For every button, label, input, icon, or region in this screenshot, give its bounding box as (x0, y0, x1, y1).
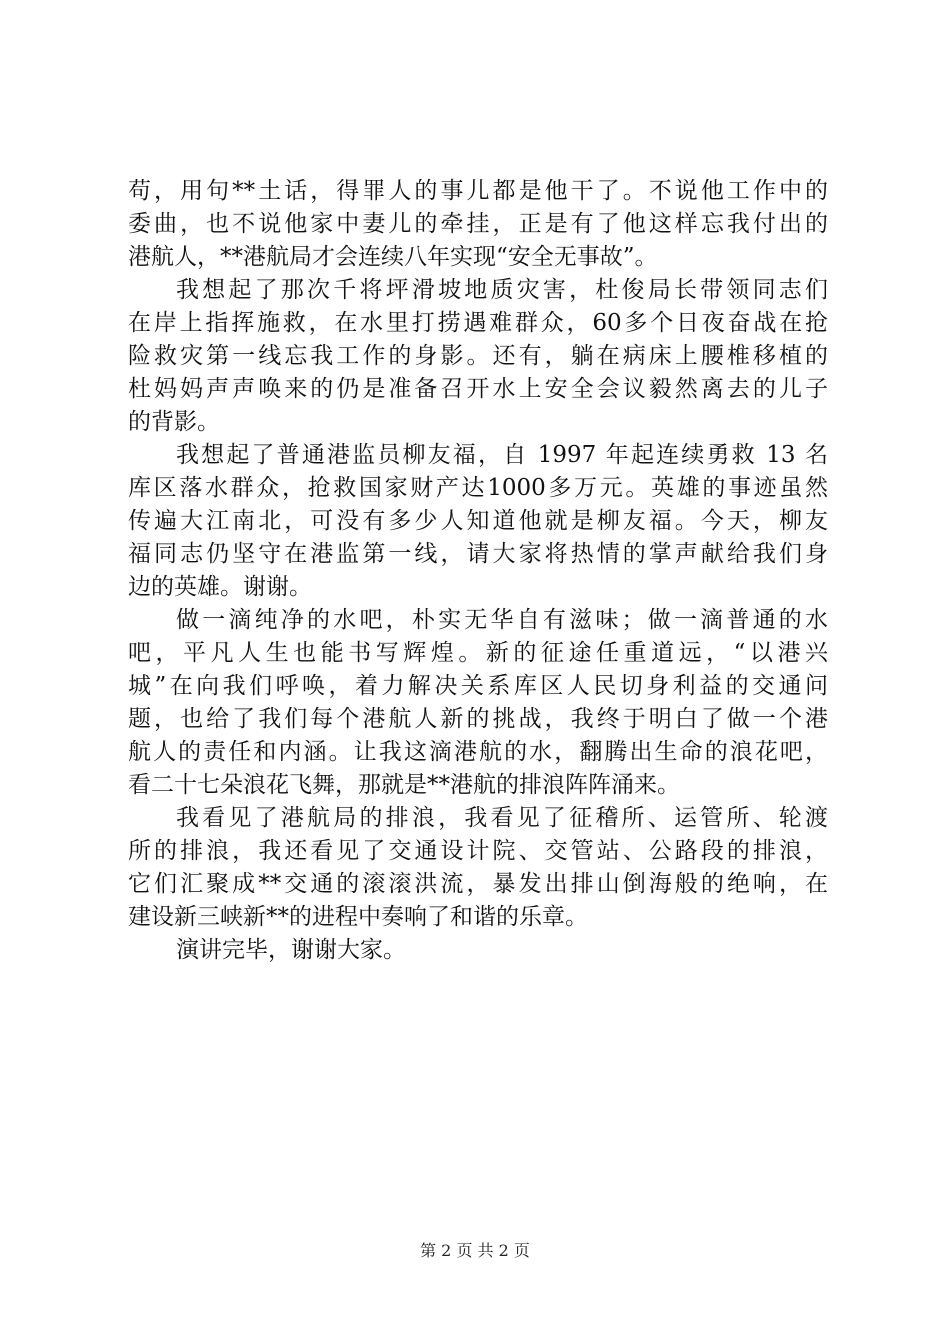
text-line: 险救灾第一线忘我工作的身影。还有，躺在病床上腰椎移植的 (128, 343, 828, 369)
text-line: 苟，用句**土话，得罪人的事儿都是他干了。不说他工作中的 (128, 178, 828, 204)
text-line: 边的英雄。谢谢。 (128, 574, 312, 600)
text-line: 港航人，**港航局才会连续八年实现“安全无事故”。 (128, 244, 658, 270)
text-line: 建设新三峡新**的进程中奏响了和谐的乐章。 (128, 904, 588, 930)
text-line: 我想起了那次千将坪滑坡地质灾害，杜俊局长带领同志们 (176, 277, 828, 303)
text-line: 传遍大江南北，可没有多少人知道他就是柳友福。今天，柳友 (128, 508, 828, 534)
text-line: 委曲，也不说他家中妻儿的牵挂，正是有了他这样忘我付出的 (128, 211, 828, 237)
text-line: 的背影。 (128, 409, 220, 435)
text-line: 我想起了普通港监员柳友福，自 1997 年起连续勇救 13 名 (176, 442, 828, 468)
text-line: 我看见了港航局的排浪，我看见了征稽所、运管所、轮渡 (176, 805, 828, 831)
text-line: 它们汇聚成**交通的滚滚洪流，暴发出排山倒海般的绝响，在 (128, 871, 828, 897)
text-line: 航人的责任和内涵。让我这滴港航的水，翻腾出生命的浪花吧， (128, 739, 828, 765)
text-line: 看二十七朵浪花飞舞，那就是**港航的排浪阵阵涌来。 (128, 772, 680, 798)
text-line: 做一滴纯净的水吧，朴实无华自有滋味；做一滴普通的水 (176, 607, 828, 633)
text-line: 库区落水群众，抢救国家财产达1000多万元。英雄的事迹虽然 (128, 475, 828, 501)
text-line: 演讲完毕，谢谢大家。 (176, 937, 406, 963)
text-line: 在岸上指挥施救，在水里打捞遇难群众，60多个日夜奋战在抢 (128, 310, 828, 336)
text-line: 杜妈妈声声唤来的仍是准备召开水上安全会议毅然离去的儿子 (128, 376, 828, 402)
text-line: 吧，平凡人生也能书写辉煌。新的征途任重道远，“以港兴 (128, 640, 828, 666)
text-line: 所的排浪，我还看见了交通设计院、交管站、公路段的排浪， (128, 838, 828, 864)
text-line: 福同志仍坚守在港监第一线，请大家将热情的掌声献给我们身 (128, 541, 828, 567)
text-line: 城”在向我们呼唤，着力解决关系库区人民切身利益的交通问 (128, 673, 828, 699)
text-line: 题，也给了我们每个港航人新的挑战，我终于明白了做一个港 (128, 706, 828, 732)
page-footer: 第 2 页 共 2 页 (420, 1241, 530, 1260)
document-body (128, 175, 828, 967)
